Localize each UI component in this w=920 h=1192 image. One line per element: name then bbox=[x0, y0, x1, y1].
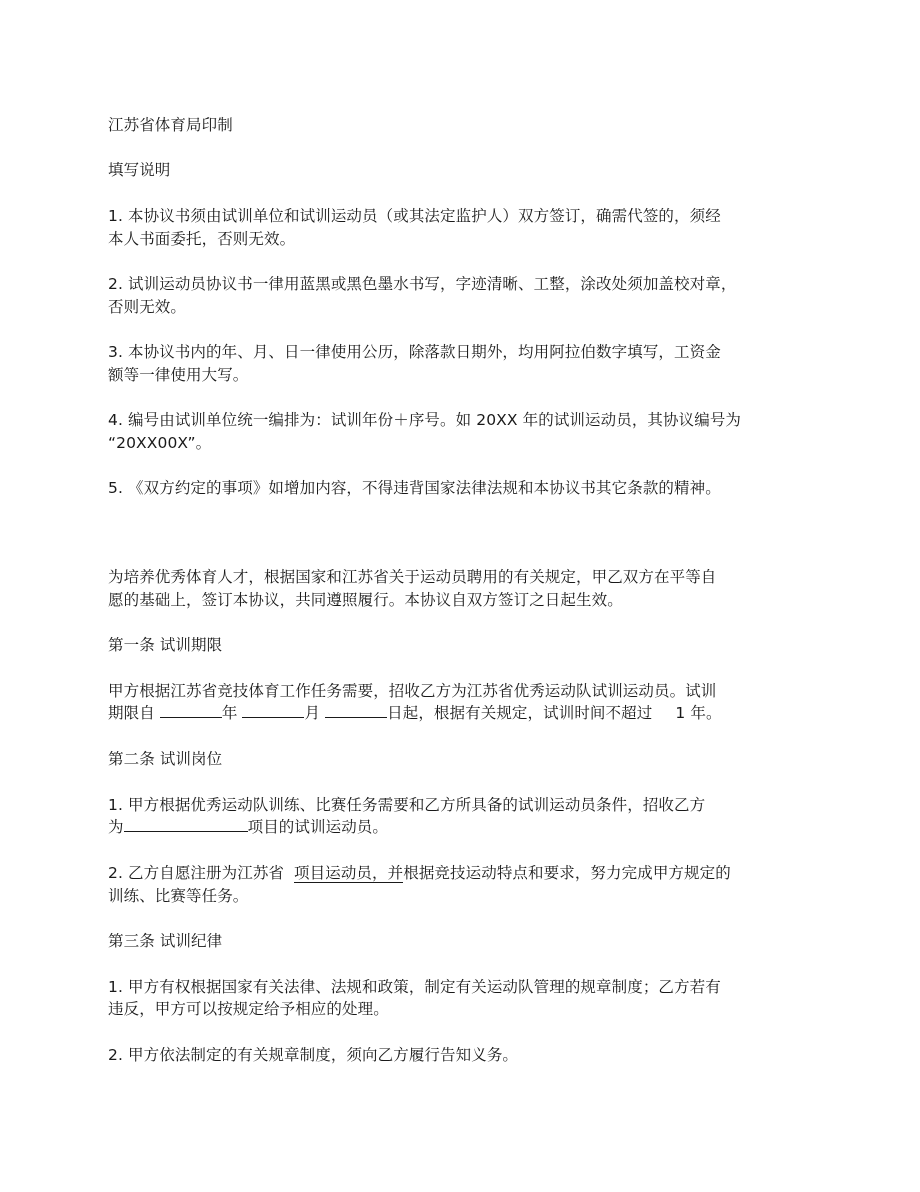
instruction-4-line-1: 4. 编号由试训单位统一编排为：试训年份＋序号。如 20XX 年的试训运动员，其协议编号为 bbox=[108, 411, 742, 429]
preamble-line-2: 愿的基础上，签订本协议，共同遵照履行。本协议自双方签订之日起生效。 bbox=[108, 591, 623, 609]
article-1-line-2 bbox=[108, 703, 722, 723]
instructions-title: 填写说明 bbox=[108, 161, 171, 179]
article-3-title: 第三条 试训纪律 bbox=[108, 932, 223, 950]
sport-athlete-underlined: 项目运动员，并 bbox=[294, 864, 404, 882]
instruction-4-line-2: “20XX00X”。 bbox=[108, 434, 212, 452]
article-1-line-1: 甲方根据江苏省竞技体育工作任务需要，招收乙方为江苏省优秀运动队试训运动员。试训 bbox=[108, 682, 717, 700]
trial-duration: 1 年。 bbox=[675, 704, 722, 722]
article-1-title: 第一条 试训期限 bbox=[108, 636, 223, 654]
article-2-p1-line-2 bbox=[108, 817, 388, 837]
instruction-1-line-2: 本人书面委托，否则无效。 bbox=[108, 230, 296, 248]
start-year-blank[interactable] bbox=[160, 703, 222, 718]
instruction-2-line-2: 否则无效。 bbox=[108, 298, 187, 316]
article-2-p2-line-1 bbox=[108, 863, 731, 883]
start-day-blank[interactable] bbox=[325, 703, 387, 718]
article-2-title: 第二条 试训岗位 bbox=[108, 750, 223, 768]
for-label: 为 bbox=[108, 818, 124, 836]
article-3-p2-line-1: 2. 甲方依法制定的有关规章制度，须向乙方履行告知义务。 bbox=[108, 1046, 519, 1064]
article-3-p1-line-2: 违反，甲方可以按规定给予相应的处理。 bbox=[108, 1000, 389, 1018]
start-month-blank[interactable] bbox=[242, 703, 304, 718]
instruction-2-line-1: 2. 试训运动员协议书一律用蓝黑或黑色墨水书写，字迹清晰、工整，涂改处须加盖校对章， bbox=[108, 275, 737, 293]
register-clause: 2. 乙方自愿注册为江苏省 bbox=[108, 864, 285, 882]
trial-athlete-clause: 项目的试训运动员。 bbox=[247, 818, 389, 836]
publisher-line: 江苏省体育局印制 bbox=[108, 116, 233, 134]
preamble-line-1: 为培养优秀体育人才，根据国家和江苏省关于运动员聘用的有关规定，甲乙双方在平等自 bbox=[108, 568, 717, 586]
article-2-p2-line-2: 训练、比赛等任务。 bbox=[108, 887, 249, 905]
article-3-p1-line-1: 1. 甲方有权根据国家有关法律、法规和政策，制定有关运动队管理的规章制度；乙方若有 bbox=[108, 978, 721, 996]
article-2-p1-line-1: 1. 甲方根据优秀运动队训练、比赛任务需要和乙方所具备的试训运动员条件，招收乙方 bbox=[108, 796, 706, 814]
instruction-5-line-1: 5. 《双方约定的事项》如增加内容，不得违背国家法律法规和本协议书其它条款的精神。 bbox=[108, 479, 721, 497]
sport-item-blank[interactable] bbox=[124, 817, 248, 832]
day-clause: 日起，根据有关规定，试训时间不超过 bbox=[387, 704, 653, 722]
instruction-1-line-1: 1. 本协议书须由试训单位和试训运动员（或其法定监护人）双方签订，确需代签的，须经 bbox=[108, 207, 721, 225]
period-from-label: 期限自 bbox=[108, 704, 155, 722]
month-label: 月 bbox=[304, 704, 321, 722]
instruction-3-line-1: 3. 本协议书内的年、月、日一律使用公历，除落款日期外，均用阿拉伯数字填写，工资金 bbox=[108, 343, 721, 361]
instruction-3-line-2: 额等一律使用大写。 bbox=[108, 366, 249, 384]
competition-clause: 根据竞技运动特点和要求，努力完成甲方规定的 bbox=[403, 864, 731, 882]
year-label: 年 bbox=[221, 704, 238, 722]
